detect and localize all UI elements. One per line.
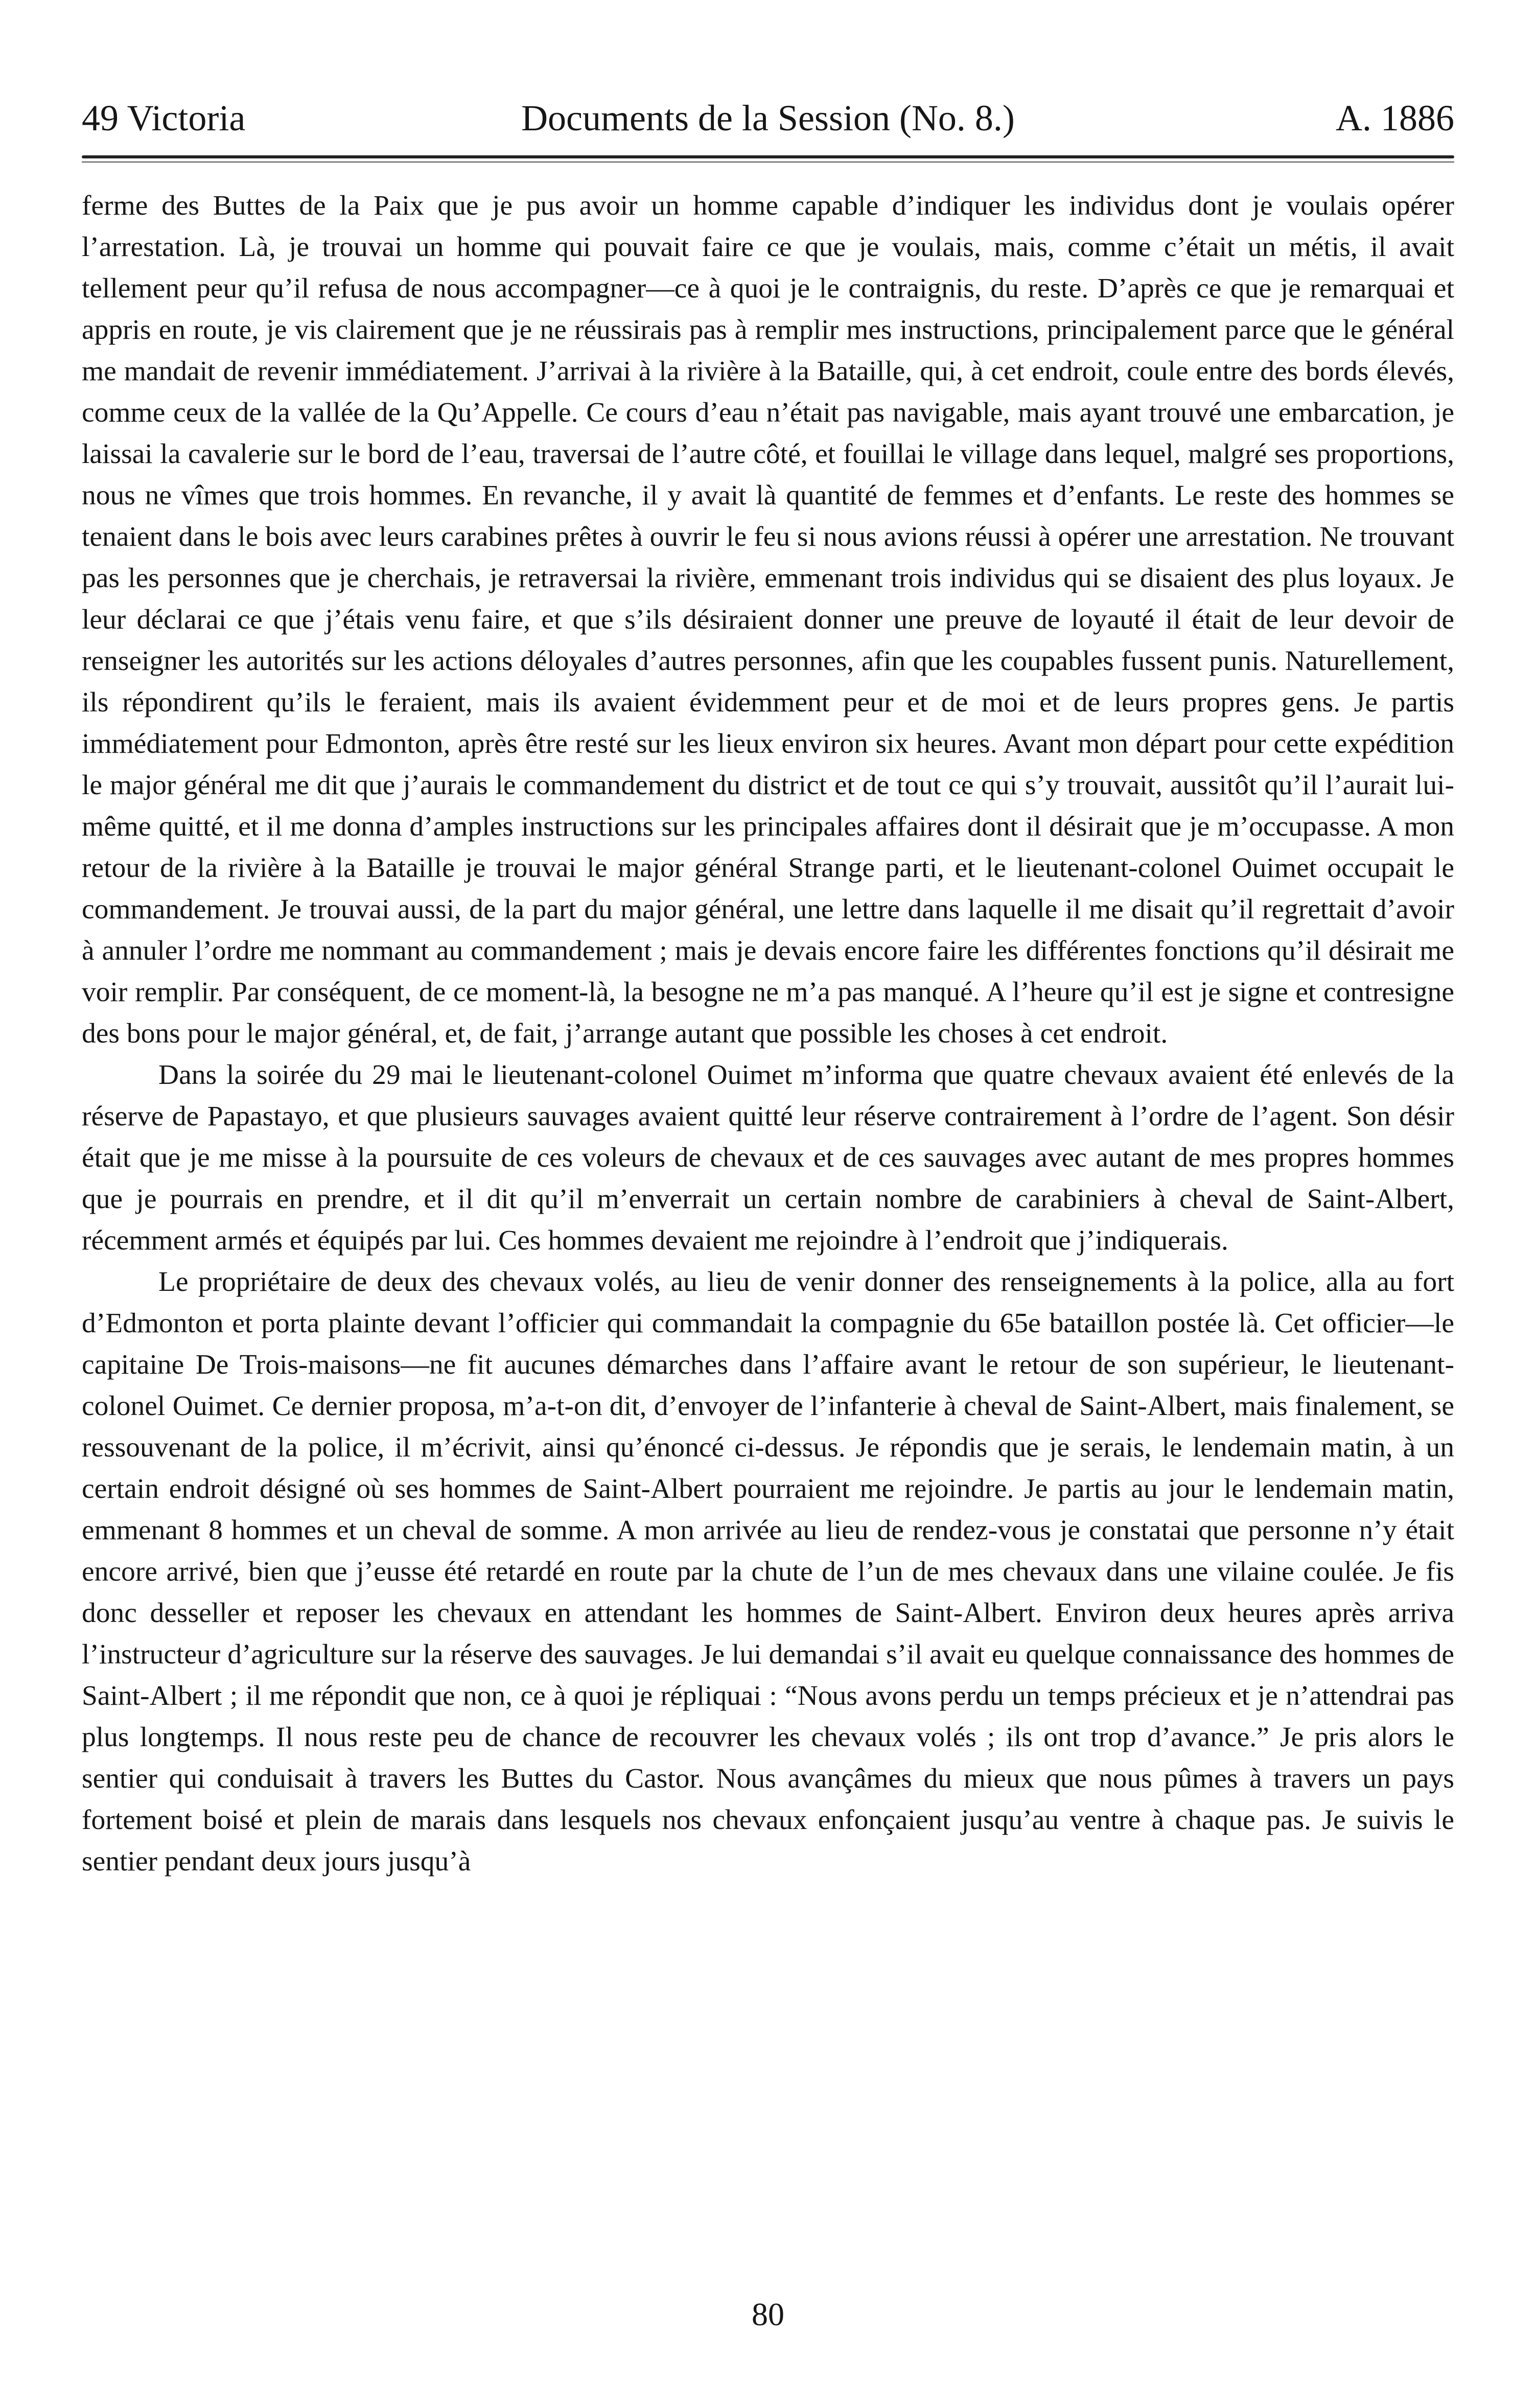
header-rule-thin bbox=[82, 161, 1454, 163]
header-rule bbox=[82, 155, 1454, 158]
body-text bbox=[82, 185, 1454, 1882]
running-header bbox=[82, 90, 1454, 146]
header-title: Documents de la Session (No. 8.) bbox=[521, 98, 1015, 138]
page-number: 80 bbox=[752, 2296, 784, 2332]
header-year: A. 1886 bbox=[1336, 98, 1454, 138]
paragraph: Le propriétaire de deux des chevaux volés, au lieu de venir donner des renseignements à la police, alla au fort d’Edmonton et porta plainte devant l’officier qui commandait la compagnie du 65e bataillon postée là. Cet officier—le capitaine De Trois-maisons—ne fit aucunes démarches dans l’affaire avant le retour de son supérieur, le lieutenant-colonel Ouimet. Ce dernier proposa, m’a-t-on dit, d’envoyer de l’infanterie à cheval de Saint-Albert, mais finalement, se ressouvenant de la police, il m’écrivit, ainsi qu’énoncé ci-dessus. Je répondis que je serais, le lendemain matin, à un certain endroit désigné où ses hommes de Saint-Albert pourraient me rejoindre. Je partis au jour le lendemain matin, emmenant 8 hommes et un cheval de somme. A mon arrivée au lieu de rendez-vous je constatai que personne n’y était encore arrivé, bien que j’eusse été retardé en route par la chute de l’un de mes chevaux dans une vilaine coulée. Je fis donc desseller et reposer les chevaux en attendant les hommes de Saint-Albert. Environ deux heures après arriva l’instructeur d’agriculture sur la réserve des sauvages. Je lui demandai s’il avait eu quelque connaissance des hommes de Saint-Albert ; il me répondit que non, ce à quoi je répliquai : “Nous avons perdu un temps précieux et je n’attendrai pas plus longtemps. Il nous reste peu de chance de recouvrer les chevaux volés ; ils ont trop d’avance.” Je pris alors le sentier qui conduisait à travers les Buttes du Castor. Nous avançâmes du mieux que nous pûmes à travers un pays fortement boisé et plein de marais dans lesquels nos chevaux enfonçaient jusqu’au ventre à chaque pas. Je suivis le sentier pendant deux jours jusqu’à bbox=[82, 1266, 1454, 1877]
paragraph: Dans la soirée du 29 mai le lieutenant-colonel Ouimet m’informa que quatre chevaux avaient été enlevés de la réserve de Papastayo, et que plusieurs sauvages avaient quitté leur réserve contrairement à l’ordre de l’agent. Son désir était que je me misse à la poursuite de ces voleurs de chevaux et de ces sauvages avec autant de mes propres hommes que je pourrais en prendre, et il dit qu’il m’enverrait un certain nombre de carabiniers à cheval de Saint-Albert, récemment armés et équipés par lui. Ces hommes devaient me rejoindre à l’endroit que j’indiquerais. bbox=[82, 1059, 1454, 1256]
paragraph: ferme des Buttes de la Paix que je pus avoir un homme capable d’indiquer les individus dont je voulais opérer l’arrestation. Là, je trouvai un homme qui pouvait faire ce que je voulais, mais, comme c’était un métis, il avait tellement peur qu’il refusa de nous accompagner—ce à quoi je le contraignis, du reste. D’après ce que je remarquai et appris en route, je vis clairement que je ne réussirais pas à remplir mes instructions, principalement parce que le général me mandait de revenir immédiatement. J’arrivai à la rivière à la Bataille, qui, à cet endroit, coule entre des bords élevés, comme ceux de la vallée de la Qu’Appelle. Ce cours d’eau n’était pas navigable, mais ayant trouvé une embarcation, je laissai la cavalerie sur le bord de l’eau, traversai de l’autre côté, et fouillai le village dans lequel, malgré ses proportions, nous ne vîmes que trois hommes. En revanche, il y avait là quantité de femmes et d’enfants. Le reste des hommes se tenaient dans le bois avec leurs carabines prêtes à ouvrir le feu si nous avions réussi à opérer une arrestation. Ne trouvant pas les personnes que je cherchais, je retraversai la rivière, emmenant trois individus qui se disaient des plus loyaux. Je leur déclarai ce que j’étais venu faire, et que s’ils désiraient donner une preuve de loyauté il était de leur devoir de renseigner les autorités sur les actions déloyales d’autres personnes, afin que les coupables fussent punis. Naturellement, ils répondirent qu’ils le feraient, mais ils avaient évidemment peur et de moi et de leurs propres gens. Je partis immédiatement pour Edmonton, après être resté sur les lieux environ six heures. Avant mon départ pour cette expédition le major général me dit que j’aurais le commandement du district et de tout ce qui s’y trouvait, aussitôt qu’il l’aurait lui-même quitté, et il me donna d’amples instructions sur les principales affaires dont il désirait que je m’occupasse. A mon retour de la rivière à la Bataille je trouvai le major général Strange parti, et le lieutenant-colonel Ouimet occupait le commandement. Je trouvai aussi, de la part du major général, une lettre dans laquelle il me disait qu’il regrettait d’avoir à annuler l’ordre me nommant au commandement ; mais je devais encore faire les différentes fonctions qu’il désirait me voir remplir. Par conséquent, de ce moment-là, la besogne ne m’a pas manqué. A l’heure qu’il est je signe et contresigne des bons pour le major général, et, de fait, j’arrange autant que possible les choses à cet endroit. bbox=[82, 190, 1454, 1049]
header-volume: 49 Victoria bbox=[82, 98, 246, 138]
